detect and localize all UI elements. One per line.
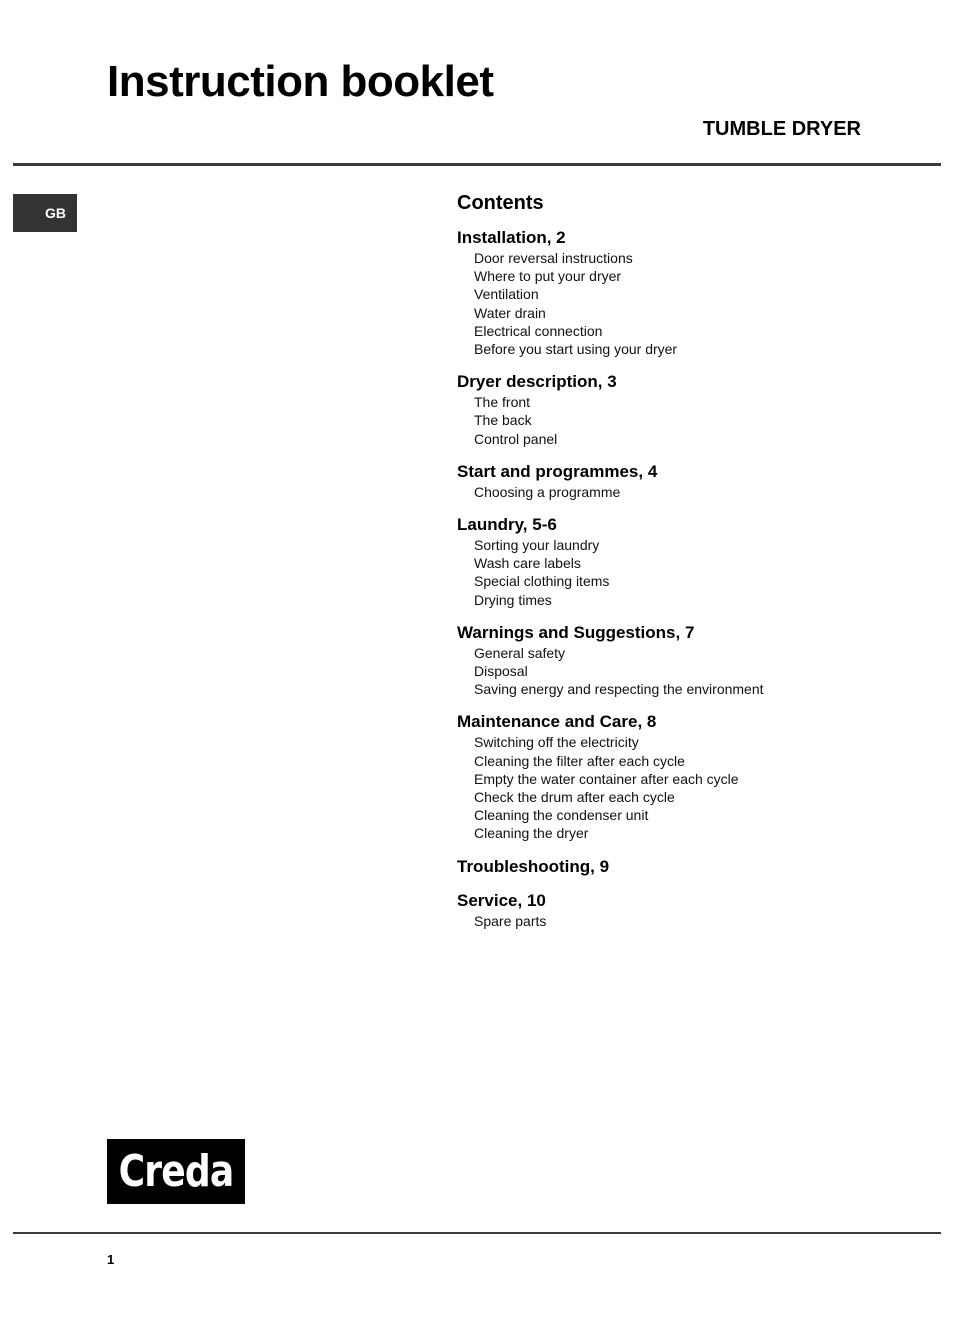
toc-section <box>457 857 927 877</box>
toc-subitem: Sorting your laundry <box>474 537 600 554</box>
contents-heading: Contents <box>457 192 544 214</box>
toc-subitem: Cleaning the dryer <box>474 825 589 842</box>
toc-section <box>457 623 927 699</box>
toc-subitem-list <box>457 483 927 501</box>
toc-subitem: Control panel <box>474 430 558 447</box>
toc-subitem: Drying times <box>474 591 552 608</box>
toc-section <box>457 891 927 930</box>
toc-subitem: Before you start using your dryer <box>474 341 678 358</box>
toc-subitem: Saving energy and respecting the environment <box>474 681 764 698</box>
toc-section-title: Installation, 2 <box>457 228 566 247</box>
product-type-subtitle: TUMBLE DRYER <box>702 118 861 140</box>
page-number: 1 <box>107 1252 115 1267</box>
toc-subitem: Special clothing items <box>474 573 610 590</box>
toc-section <box>457 515 927 609</box>
toc-subitem: The front <box>474 394 531 411</box>
logo-wordmark: Creda <box>118 1146 234 1197</box>
toc-subitem: Switching off the electricity <box>474 734 639 751</box>
toc-subitem: Door reversal instructions <box>474 250 633 266</box>
toc-section <box>457 712 927 842</box>
toc-subitem: Check the drum after each cycle <box>474 789 675 806</box>
toc-subitem-list <box>457 912 927 930</box>
toc-subitem: Spare parts <box>474 912 547 929</box>
toc-subitem-list <box>457 249 927 358</box>
toc-subitem-list <box>457 733 927 842</box>
toc-subitem: General safety <box>474 644 566 661</box>
bottom-divider <box>13 1232 941 1234</box>
language-badge: GB <box>13 194 77 232</box>
toc-section-title: Maintenance and Care, 8 <box>457 712 657 732</box>
toc-section-title: Dryer description, 3 <box>457 372 617 392</box>
toc-subitem: Disposal <box>474 663 528 680</box>
toc-section-title: Troubleshooting, 9 <box>457 856 610 876</box>
toc-sections <box>457 228 927 930</box>
toc-subitem: Electrical connection <box>474 322 603 339</box>
toc-subitem-list <box>457 536 927 609</box>
toc-subitem: The back <box>474 412 532 429</box>
toc-section-title: Service, 10 <box>457 890 546 910</box>
toc-subitem: Cleaning the condenser unit <box>474 807 649 824</box>
toc-subitem-list <box>457 644 927 699</box>
toc-subitem: Choosing a programme <box>474 483 621 500</box>
toc-section <box>457 372 927 448</box>
toc-section-title: Start and programmes, 4 <box>457 461 658 481</box>
toc-subitem: Where to put your dryer <box>474 268 622 285</box>
toc-section <box>457 462 927 501</box>
document-title: Instruction booklet <box>107 57 494 106</box>
toc-section-title: Warnings and Suggestions, 7 <box>457 622 695 642</box>
creda-logo <box>107 1139 245 1204</box>
toc-subitem: Wash care labels <box>474 555 581 572</box>
top-divider <box>13 163 941 166</box>
toc-subitem-list <box>457 393 927 448</box>
toc-subitem: Water drain <box>474 304 546 321</box>
toc-section <box>457 228 927 358</box>
toc-subitem: Empty the water container after each cycle <box>474 770 739 787</box>
toc-subitem: Ventilation <box>474 286 539 303</box>
toc-subitem: Cleaning the filter after each cycle <box>474 752 685 769</box>
table-of-contents <box>457 190 927 944</box>
toc-section-title: Laundry, 5-6 <box>457 515 557 535</box>
